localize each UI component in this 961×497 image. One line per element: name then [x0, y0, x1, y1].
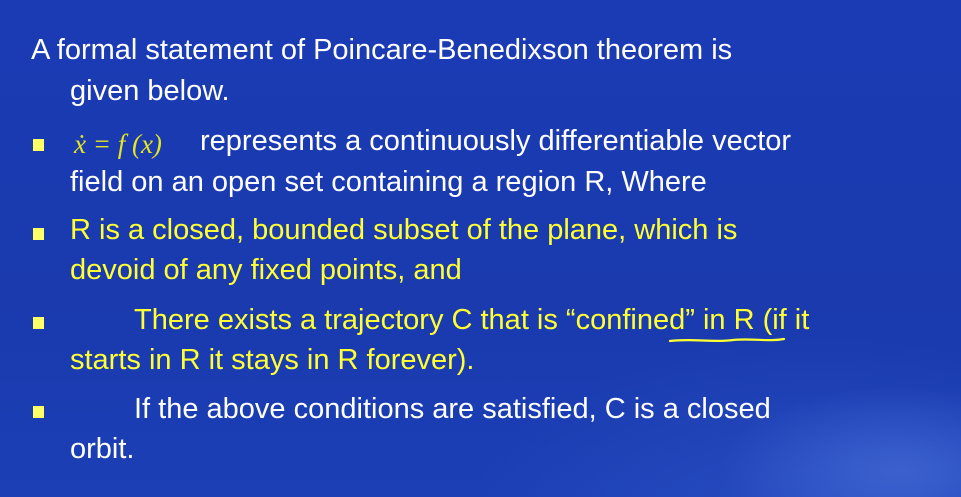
bullet-1-line-2: field on an open set containing a region R, Where — [70, 166, 707, 198]
bullet-3-line-1: There exists a trajectory C that is “confined” in R (if it — [134, 304, 810, 336]
bullet-marker-1 — [33, 139, 44, 151]
bullet-1-formula: ẋ = f (x) — [74, 129, 162, 159]
bullet-marker-3 — [33, 317, 44, 329]
intro-line-2: given below. — [70, 75, 230, 107]
intro-line-1: A formal statement of Poincare-Benedixson theorem is — [31, 34, 733, 66]
bullet-2-line-2: devoid of any fixed points, and — [70, 254, 462, 286]
bullet-marker-4 — [33, 406, 44, 418]
bullet-marker-2 — [33, 228, 44, 240]
bullet-2-line-1: R is a closed, bounded subset of the plane, which is — [70, 214, 738, 246]
bullet-4-line-1: If the above conditions are satisfied, C is a closed — [134, 393, 771, 425]
bullet-1-line-1: represents a continuously differentiable vector — [200, 125, 792, 157]
bullet-4-line-2: orbit. — [70, 433, 135, 465]
bullet-3-line-2: starts in R it stays in R forever). — [70, 344, 475, 376]
handwritten-underline — [668, 334, 788, 348]
